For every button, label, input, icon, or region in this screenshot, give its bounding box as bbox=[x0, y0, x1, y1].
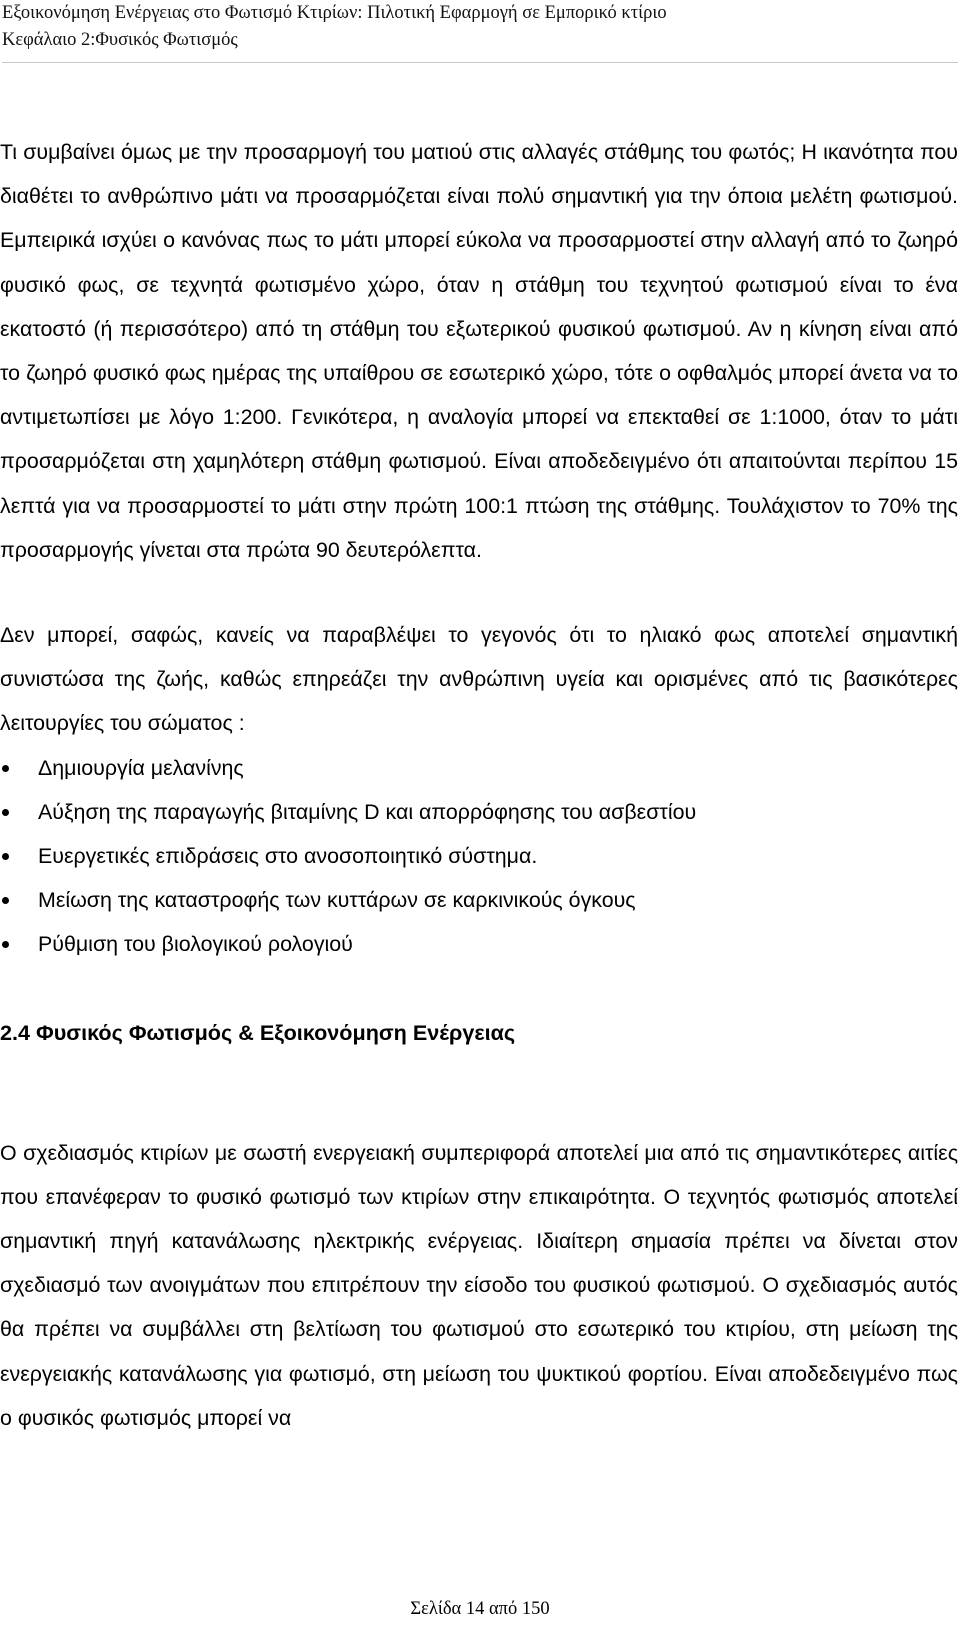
bullet-icon bbox=[2, 765, 9, 772]
health-effects-list bbox=[0, 746, 958, 967]
list-item bbox=[0, 746, 958, 790]
header-divider bbox=[2, 62, 958, 63]
bullet-icon bbox=[2, 941, 9, 948]
header-chapter: Κεφάλαιο 2:Φυσικός Φωτισμός bbox=[2, 30, 238, 50]
header-title: Εξοικονόμηση Ενέργειας στο Φωτισμό Κτιρίων: Πιλοτική Εφαρμογή σε Εμπορικό κτίριο bbox=[2, 3, 667, 23]
bullet-icon bbox=[2, 809, 9, 816]
page-number: Σελίδα 14 από 150 bbox=[410, 1599, 550, 1619]
list-item-text: Αύξηση της παραγωγής βιταμίνης D και απορρόφησης του ασβεστίου bbox=[38, 799, 697, 824]
list-item bbox=[0, 834, 958, 878]
list-item-text: Ευεργετικές επιδράσεις στο ανοσοποιητικό σύστημα. bbox=[38, 844, 538, 869]
paragraph-sunlight-health: Δεν μπορεί, σαφώς, κανείς να παραβλέψει το γεγονός ότι το ηλιακό φως αποτελεί σημαντική συνιστώσα της ζωής, καθώς επηρεάζει την ανθρώπινη υγεία και ορισμένες από τις βασικότερες λειτουργίες του σώματος : bbox=[0, 623, 958, 736]
list-item-text: Δημιουργία μελανίνης bbox=[38, 755, 244, 780]
bullet-icon bbox=[2, 853, 9, 860]
list-item-text: Ρύθμιση του βιολογικού ρολογιού bbox=[38, 932, 353, 957]
paragraph-spacer bbox=[0, 967, 958, 1011]
paragraph-eye-adaptation: Τι συμβαίνει όμως με την προσαρμογή του ματιού στις αλλαγές στάθμης του φωτός; Η ικανότητα που διαθέτει το ανθρώπινο μάτι να προσαρμόζεται είναι πολύ σημαντική για την όποια μελέτη φωτισμού. Εμπειρικά ισχύει ο κανόνας πως το μάτι μπορεί εύκολα να προσαρμοστεί στην αλλαγή από το ζωηρό φυσικό φως, σε τεχνητά φωτισμένο χώρο, όταν η στάθμη του τεχνητού φωτισμού είναι το ένα εκατοστό (ή περισσότερο) από τη στάθμη του εξωτερικού φυσικού φωτισμού. Αν η κίνηση είναι από το ζωηρό φυσικό φως ημέρας της υπαίθρου σε εσωτερικό χώρο, τότε ο οφθαλμός μπορεί άνετα να το αντιμετωπίσει με λόγο 1:200. Γενικότερα, η αναλογία μπορεί να επεκταθεί σε 1:1000, όταν το μάτι προσαρμόζεται στη χαμηλότερη στάθμη φωτισμού. Είναι αποδεδειγμένο ότι απαιτούνται περίπου 15 λεπτά για να προσαρμοστεί το μάτι στην πρώτη 100:1 πτώση της στάθμης. Τουλάχιστον το 70% της προσαρμογής γίνεται στα πρώτα 90 δευτερόλεπτα. bbox=[0, 140, 958, 562]
list-item-text: Μείωση της καταστροφής των κυττάρων σε καρκινικούς όγκους bbox=[38, 888, 636, 913]
list-item bbox=[0, 878, 958, 922]
paragraph-spacer bbox=[0, 1055, 958, 1131]
list-item bbox=[0, 922, 958, 966]
running-header bbox=[2, 0, 942, 54]
paragraph-building-design: Ο σχεδιασμός κτιρίων με σωστή ενεργειακή συμπεριφορά αποτελεί μια από τις σημαντικότερες αιτίες που επανέφεραν το φυσικό φωτισμό των κτιρίων στην επικαιρότητα. Ο τεχνητός φωτισμός αποτελεί σημαντική πηγή κατανάλωσης ηλεκτρικής ενέργειας. Ιδιαίτερη σημασία πρέπει να δίνεται στον σχεδιασμό των ανοιγμάτων που επιτρέπουν την είσοδο του φυσικού φωτισμού. Ο σχεδιασμός αυτός θα πρέπει να συμβάλλει στη βελτίωση του φωτισμού στο εσωτερικό του κτιρίου, στη μείωση της ενεργειακής κατανάλωσης για φωτισμό, στη μείωση του ψυκτικού φορτίου. Είναι αποδεδειγμένο πως ο φυσικός φωτισμός μπορεί να bbox=[0, 1140, 958, 1430]
document-body bbox=[0, 130, 958, 1440]
section-heading: 2.4 Φυσικός Φωτισμός & Εξοικονόμηση Ενέργειας bbox=[0, 1019, 516, 1045]
paragraph-spacer bbox=[0, 572, 958, 613]
list-item bbox=[0, 790, 958, 834]
bullet-icon bbox=[2, 897, 9, 904]
